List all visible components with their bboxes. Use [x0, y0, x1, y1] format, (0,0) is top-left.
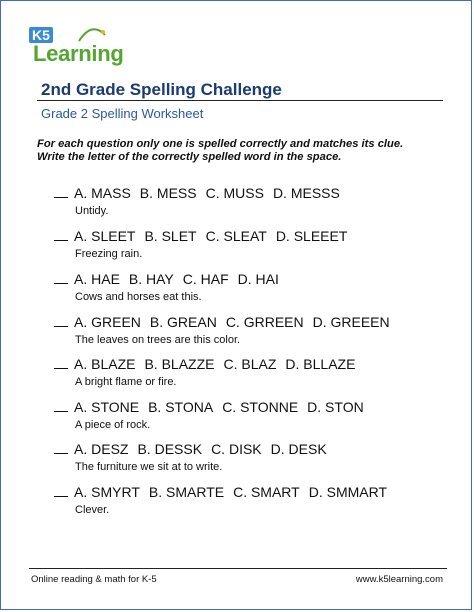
question-clue: The leaves on trees are this color. [75, 334, 241, 346]
question-clue: A piece of rock. [75, 419, 151, 431]
option-d: D. STON [307, 399, 364, 415]
option-c: C. HAF [182, 271, 229, 287]
question-1 [54, 185, 454, 217]
page-subtitle: Grade 2 Spelling Worksheet [41, 106, 204, 121]
option-a: A. SMYRT [74, 484, 140, 500]
footer-url[interactable]: www.k5learning.com [355, 574, 443, 585]
question-clue: A bright flame or fire. [75, 376, 177, 388]
question-clue: Freezing rain. [75, 248, 143, 260]
instructions [37, 138, 447, 164]
page-title: 2nd Grade Spelling Challenge [41, 80, 282, 99]
option-a: A. BLAZE [74, 356, 136, 372]
option-d: D. GREEEN [312, 314, 390, 330]
question-clue: The furniture we sit at to write. [75, 461, 223, 473]
option-d: D. DESK [270, 441, 327, 457]
answer-blank[interactable] [54, 399, 68, 412]
option-d: D. MESSS [272, 185, 340, 201]
option-a: A. HAE [74, 271, 120, 287]
option-c: C. MUSS [205, 185, 264, 201]
option-d: D. HAI [237, 271, 279, 287]
option-c: C. SMART [233, 484, 300, 500]
option-d: D. SMMART [308, 484, 388, 500]
title-divider [37, 100, 443, 101]
answer-blank[interactable] [54, 441, 68, 454]
option-b: B. DESSK [137, 441, 203, 457]
answer-blank[interactable] [54, 228, 68, 241]
option-c: C. SLEAT [205, 228, 267, 244]
question-5 [54, 356, 454, 388]
answer-blank[interactable] [54, 271, 68, 284]
option-a: A. DESZ [74, 441, 129, 457]
instructions-line-2: Write the letter of the correctly spelled word in the space. [37, 151, 342, 163]
answer-blank[interactable] [54, 484, 68, 497]
question-7 [54, 441, 454, 473]
option-c: C. BLAZ [223, 356, 277, 372]
footer-tagline: Online reading & math for K-5 [31, 574, 157, 585]
option-a: A. GREEN [74, 314, 141, 330]
question-clue: Cows and horses eat this. [75, 291, 202, 303]
logo-arc-icon [77, 23, 107, 43]
question-clue: Untidy. [75, 205, 109, 217]
option-d: D. SLEEET [275, 228, 348, 244]
question-3 [54, 271, 454, 303]
logo-badge: K5 [29, 27, 53, 43]
option-c: C. DISK [211, 441, 262, 457]
footer-divider [29, 568, 447, 569]
option-a: A. SLEET [74, 228, 136, 244]
answer-blank[interactable] [54, 356, 68, 369]
k5-learning-logo [29, 21, 129, 71]
question-8 [54, 484, 454, 516]
instructions-line-1: For each question only one is spelled correctly and matches its clue. [37, 138, 404, 150]
option-b: B. MESS [139, 185, 197, 201]
logo-wordmark: Learning [33, 41, 124, 66]
answer-blank[interactable] [54, 314, 68, 327]
answer-blank[interactable] [54, 185, 68, 198]
option-d: D. BLLAZE [285, 356, 356, 372]
option-b: B. SMARTE [148, 484, 225, 500]
option-b: B. GREAN [149, 314, 217, 330]
option-a: A. STONE [74, 399, 140, 415]
option-b: B. SLET [144, 228, 197, 244]
option-a: A. MASS [74, 185, 131, 201]
option-b: B. STONA [148, 399, 214, 415]
option-c: C. STONNE [222, 399, 299, 415]
question-clue: Clever. [75, 504, 110, 516]
option-b: B. HAY [128, 271, 174, 287]
question-2 [54, 228, 454, 260]
question-6 [54, 399, 454, 431]
option-c: C. GRREEN [225, 314, 304, 330]
option-b: B. BLAZZE [144, 356, 215, 372]
question-4 [54, 314, 454, 346]
